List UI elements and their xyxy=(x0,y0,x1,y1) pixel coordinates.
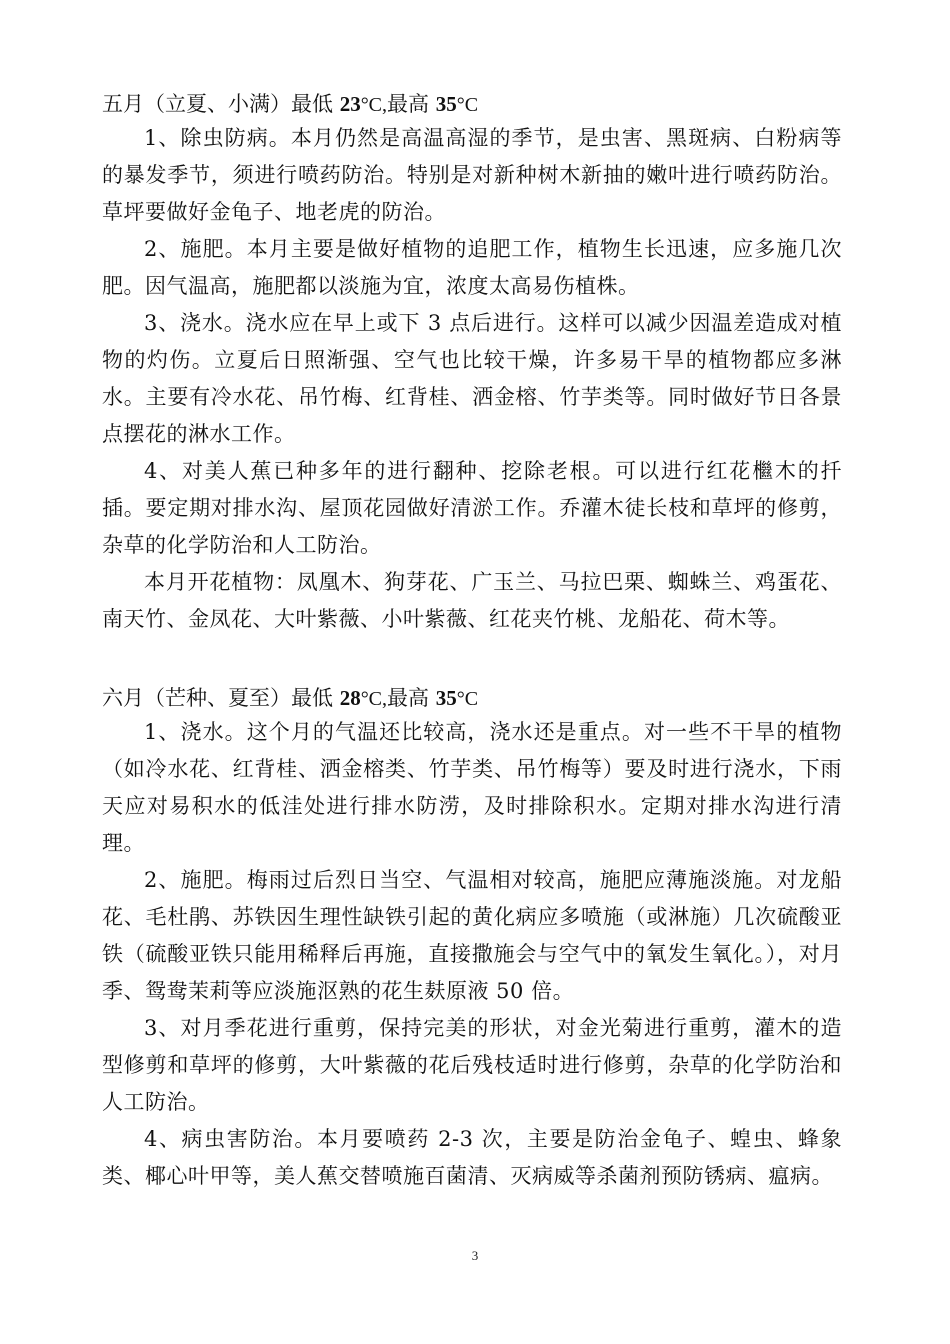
high-temp-unit: °C xyxy=(456,94,479,116)
document-page xyxy=(102,88,842,1195)
heading-month-label: 六月（芒种、夏至）最低 xyxy=(102,686,333,710)
high-temp-label: 最高 xyxy=(387,686,430,710)
paragraph: 4、对美人蕉已种多年的进行翻种、挖除老根。可以进行红花檵木的扦插。要定期对排水沟、屋顶花园做好清淤工作。乔灌木徒长枝和草坪的修剪，杂草的化学防治和人工防治。 xyxy=(102,459,842,557)
paragraph: 1、浇水。这个月的气温还比较高，浇水还是重点。对一些不干旱的植物（如冷水花、红背桂、洒金榕类、竹芋类、吊竹梅等）要及时进行浇水，下雨天应对易积水的低洼处进行排水防涝，及时排除积水。定期对排水沟进行清理。 xyxy=(102,720,842,855)
paragraph: 2、施肥。梅雨过后烈日当空、气温相对较高，施肥应薄施淡施。对龙船花、毛杜鹃、苏铁因生理性缺铁引起的黄化病应多喷施（或淋施）几次硫酸亚铁（硫酸亚铁只能用稀释后再施，直接撒施会与空气中的氧发生氧化。），对月季、鸳鸯茉莉等应淡施沤熟的花生麸原液 50 倍。 xyxy=(102,868,842,1003)
low-temp-value: 23 xyxy=(339,92,361,116)
paragraph: 3、浇水。浇水应在早上或下 3 点后进行。这样可以减少因温差造成对植物的灼伤。立夏后日照渐强、空气也比较干燥，许多易干旱的植物都应多淋水。主要有冷水花、吊竹梅、红背桂、洒金榕、竹芋类等。同时做好节日各景点摆花的淋水工作。 xyxy=(102,311,842,446)
paragraph: 2、施肥。本月主要是做好植物的追肥工作，植物生长迅速，应多施几次肥。因气温高，施肥都以淡施为宜，浓度太高易伤植株。 xyxy=(102,237,842,298)
section-spacer xyxy=(102,638,842,682)
low-temp-unit: °C, xyxy=(360,688,388,710)
paragraph: 3、对月季花进行重剪，保持完美的形状，对金光菊进行重剪，灌木的造型修剪和草坪的修剪，大叶紫薇的花后残枝适时进行修剪，杂草的化学防治和人工防治。 xyxy=(102,1016,842,1114)
low-temp-unit: °C, xyxy=(360,94,388,116)
low-temp-value: 28 xyxy=(339,686,361,710)
section-heading-june xyxy=(102,682,842,714)
high-temp-label: 最高 xyxy=(387,92,430,116)
high-temp-value: 35 xyxy=(435,92,457,116)
paragraph: 1、除虫防病。本月仍然是高温高湿的季节，是虫害、黑斑病、白粉病等的暴发季节，须进行喷药防治。特别是对新种树木新抽的嫩叶进行喷药防治。草坪要做好金龟子、地老虎的防治。 xyxy=(102,126,842,224)
high-temp-value: 35 xyxy=(435,686,457,710)
paragraph: 本月开花植物：凤凰木、狗芽花、广玉兰、马拉巴栗、蜘蛛兰、鸡蛋花、南天竹、金凤花、大叶紫薇、小叶紫薇、红花夹竹桃、龙船花、荷木等。 xyxy=(102,570,842,631)
paragraph: 4、病虫害防治。本月要喷药 2-3 次，主要是防治金龟子、蝗虫、蜂象类、椰心叶甲等，美人蕉交替喷施百菌清、灭病威等杀菌剂预防锈病、瘟病。 xyxy=(102,1127,842,1188)
high-temp-unit: °C xyxy=(456,688,479,710)
page-number: 3 xyxy=(471,1248,479,1263)
heading-month-label: 五月（立夏、小满）最低 xyxy=(102,92,333,116)
section-heading-may xyxy=(102,88,842,120)
